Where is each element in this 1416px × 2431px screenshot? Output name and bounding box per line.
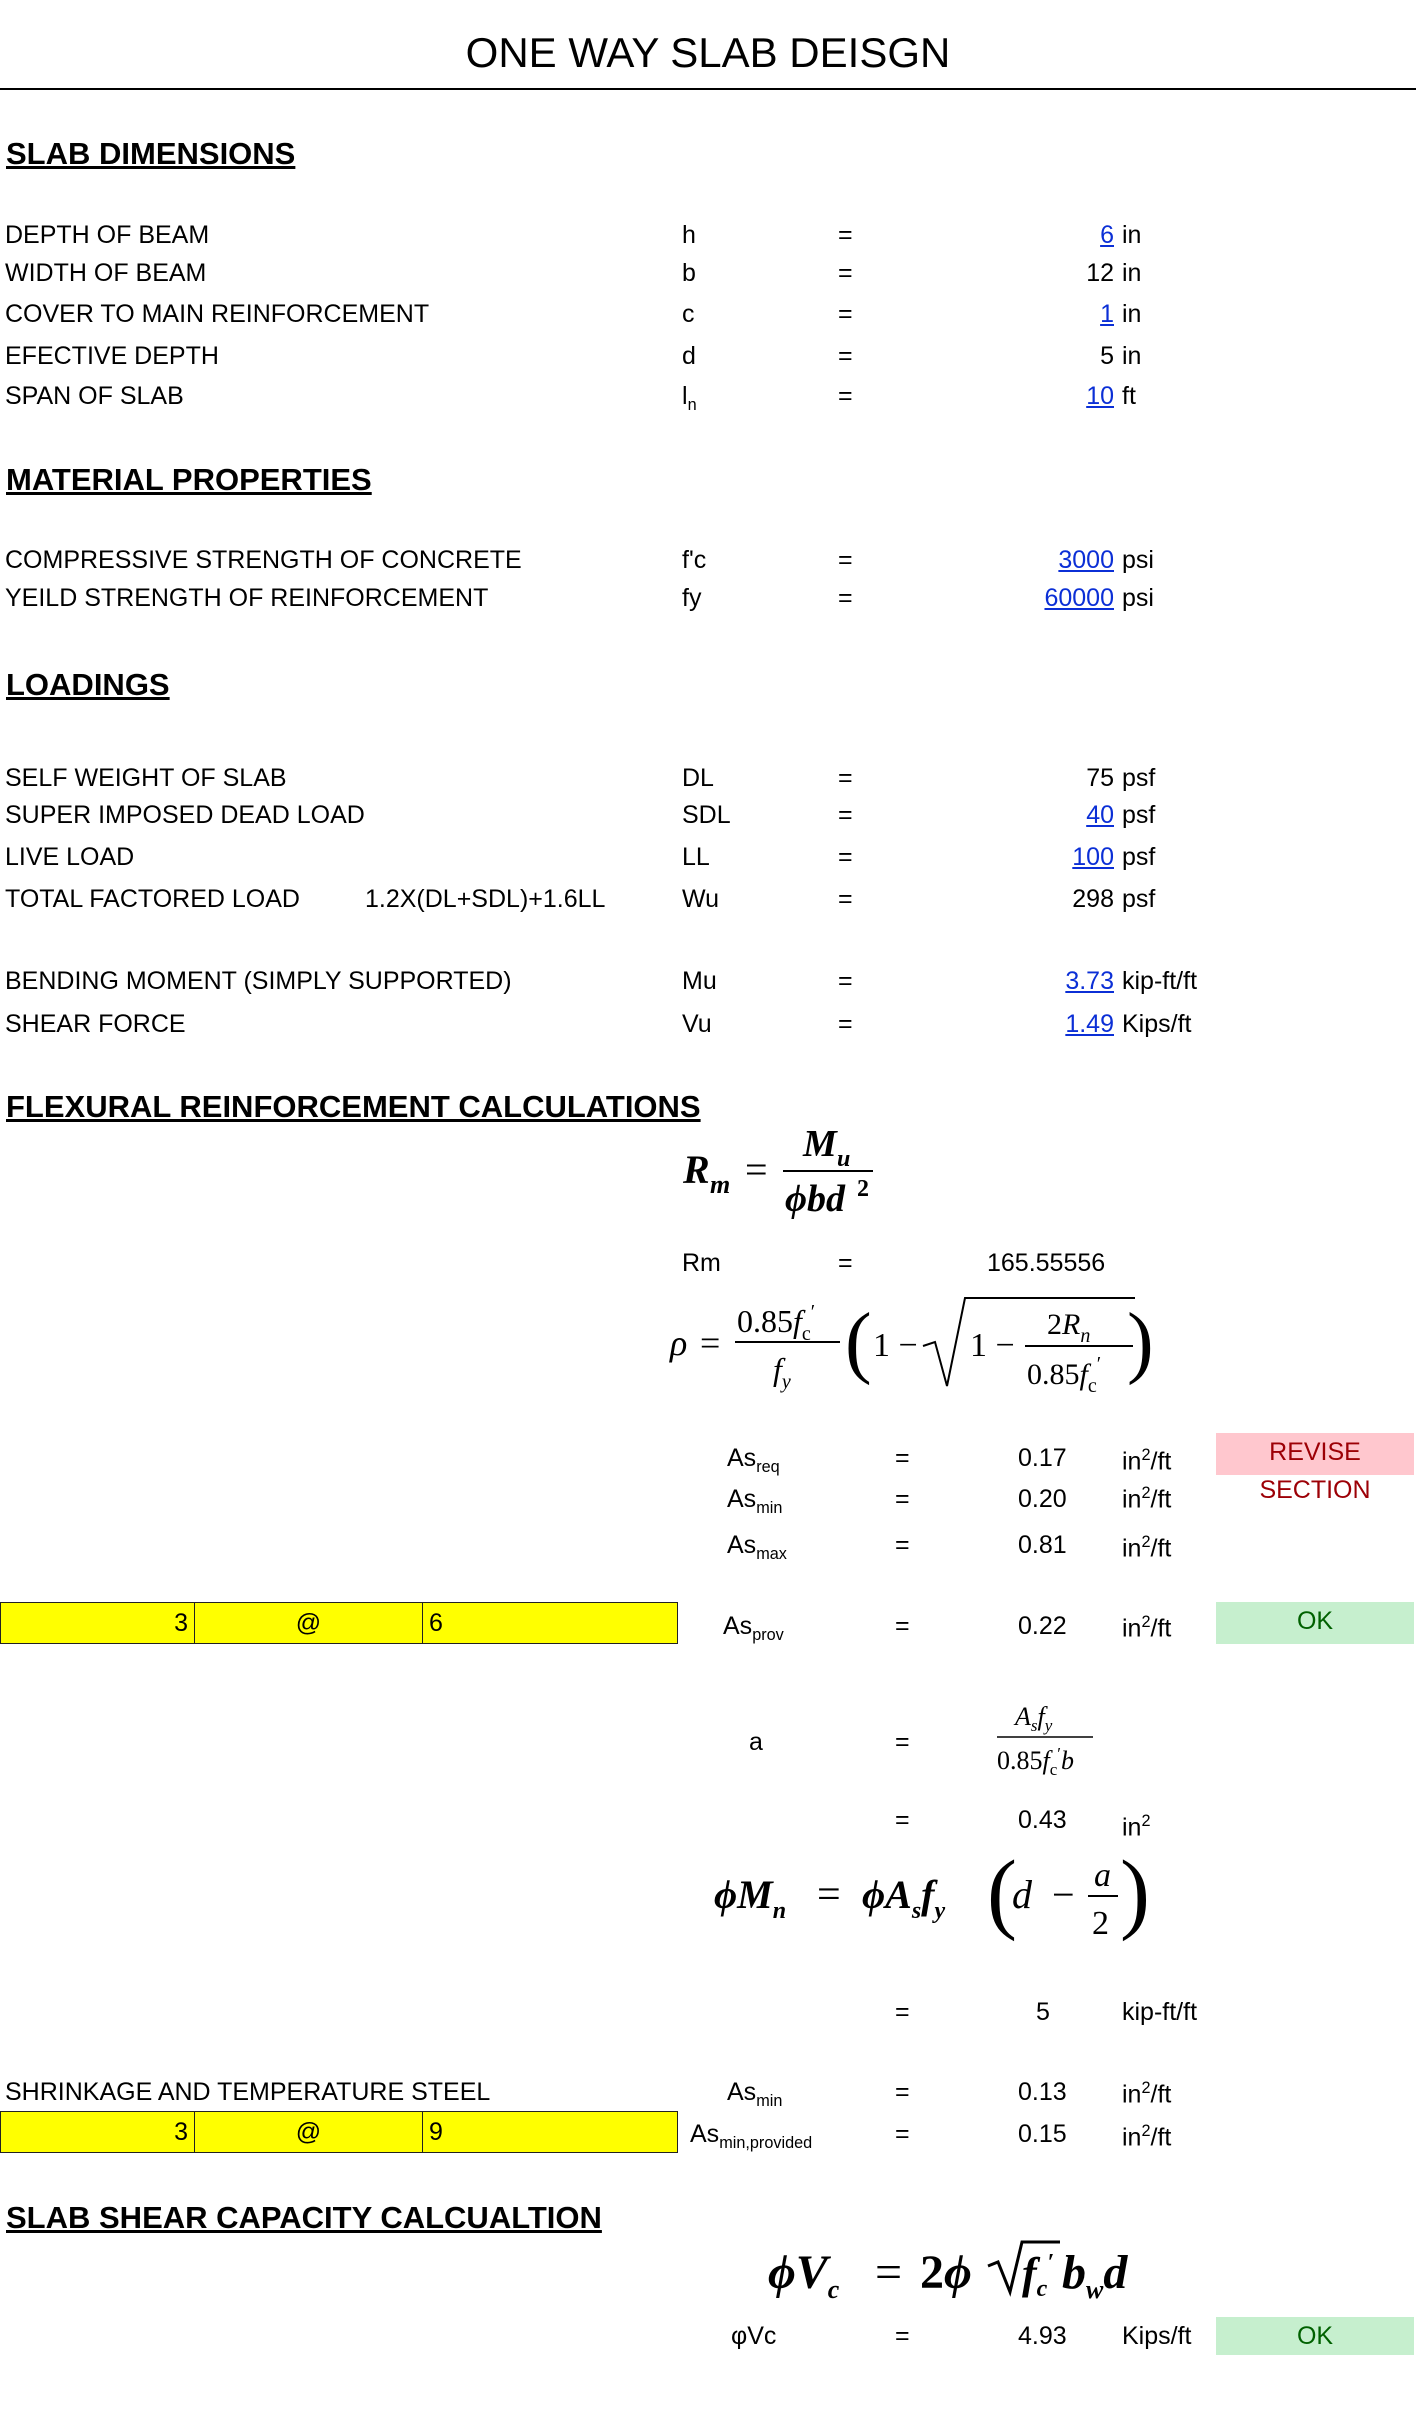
material-label: COMPRESSIVE STRENGTH OF CONCRETE — [5, 546, 522, 574]
force-label: BENDING MOMENT (SIMPLY SUPPORTED) — [5, 967, 512, 995]
dim-label: EFECTIVE DEPTH — [5, 342, 219, 370]
equals-sign: = — [895, 1806, 910, 1834]
phi-mn-value: 5 — [1036, 1998, 1050, 2026]
st-min-label: $As_{min}$ — [727, 2078, 783, 2110]
phi-vc-value: 4.93 — [1018, 2322, 1067, 2350]
svg-text:): ) — [1120, 1843, 1150, 1942]
load-symbol: SDL — [682, 801, 731, 829]
dim-label: SPAN OF SLAB — [5, 382, 184, 410]
as-max-label: $As_{max}$ — [727, 1531, 787, 1563]
material-unit: psi — [1122, 546, 1154, 574]
as-req-label: $As_{req}$ — [727, 1444, 780, 1476]
svg-text:ϕMn: $\phi M_n$ — [714, 1872, 787, 1924]
equals-sign: = — [895, 2322, 910, 2350]
factored-load-value: 298 — [1072, 885, 1114, 913]
rm-label: Rm — [682, 1249, 721, 1277]
svg-text:=: = — [817, 1872, 841, 1918]
equals-sign: = — [895, 2078, 910, 2106]
dim-label: WIDTH OF BEAM — [5, 259, 207, 287]
bar-size-input[interactable]: 3 — [1, 1603, 195, 1643]
svg-text:−: − — [1052, 1872, 1075, 1917]
a-value: 0.43 — [1018, 1806, 1067, 1834]
equals-sign: = — [895, 1531, 910, 1559]
equals-sign: = — [895, 1444, 910, 1472]
shrinkage-label: SHRINKAGE AND TEMPERATURE STEEL — [5, 2078, 491, 2106]
svg-text:=: = — [745, 1147, 768, 1192]
st-prov-label: $As_{min,provided}$ — [690, 2120, 813, 2152]
force-unit: kip-ft/ft — [1122, 967, 1198, 995]
section-loadings: LOADINGS — [6, 667, 170, 702]
sdl-input[interactable]: 40 — [1086, 801, 1114, 829]
page-title: ONE WAY SLAB DEISGN — [465, 29, 951, 76]
as-prov-ok-badge: OK — [1216, 1602, 1414, 1644]
section-shear: SLAB SHEAR CAPACITY CALCUALTION — [6, 2200, 602, 2235]
moment-link[interactable]: 3.73 — [1065, 967, 1114, 995]
equals-sign: = — [838, 259, 853, 287]
dim-unit: in — [1122, 259, 1142, 287]
load-combination-note: 1.2X(DL+SDL)+1.6LL — [365, 885, 606, 913]
a-label: a — [749, 1728, 763, 1756]
force-unit: Kips/ft — [1122, 1010, 1192, 1038]
load-label: TOTAL FACTORED LOAD — [5, 885, 300, 913]
st-prov-unit: $in^2/ft$ — [1122, 2122, 1172, 2152]
svg-text:1 −: 1 − — [873, 1327, 918, 1364]
dim-label: DEPTH OF BEAM — [5, 221, 210, 249]
svg-text:ρ: ρ — [670, 1323, 688, 1363]
svg-text:fc′: fc′ — [1022, 2249, 1055, 2302]
phi-vc-label: φVc — [731, 2322, 777, 2350]
equals-sign: = — [838, 221, 853, 249]
rm-value: 165.55556 — [987, 1249, 1106, 1277]
as-prov-value: 0.22 — [1018, 1612, 1067, 1640]
material-symbol: f'c — [682, 546, 707, 574]
as-max-unit: $in^2/ft$ — [1122, 1533, 1172, 1563]
width-value: 12 — [1086, 259, 1114, 287]
bar-spacing-input[interactable]: 6 — [429, 1609, 443, 1637]
svg-text:m: m — [710, 1170, 731, 1199]
equals-sign: = — [838, 1249, 853, 1277]
svg-text:ϕVc: $\phi V_c$ — [768, 2246, 840, 2304]
dim-symbol: b — [682, 259, 696, 287]
equals-sign: = — [838, 764, 853, 792]
a-unit: $in^2$ — [1122, 1812, 1151, 1842]
load-label: SELF WEIGHT OF SLAB — [5, 764, 287, 792]
dim-symbol: d — [682, 342, 696, 370]
svg-text:0.85fc′: $0.85f_c'$ — [1027, 1353, 1102, 1397]
svg-text:d: d — [1012, 1872, 1032, 1917]
rm-formula — [675, 1118, 915, 1228]
live-load-input[interactable]: 100 — [1072, 843, 1114, 871]
svg-text:1 −: 1 − — [970, 1327, 1015, 1364]
dim-unit: in — [1122, 300, 1142, 328]
shear-link[interactable]: 1.49 — [1065, 1010, 1114, 1038]
equals-sign: = — [895, 1612, 910, 1640]
load-unit: psf — [1122, 764, 1156, 792]
as-min-unit: $in^2/ft$ — [1122, 1484, 1172, 1514]
as-prov-unit: $in^2/ft$ — [1122, 1613, 1172, 1643]
temp-bar-input-row[interactable] — [0, 2111, 678, 2153]
material-label: YEILD STRENGTH OF REINFORCEMENT — [5, 584, 489, 612]
st-min-value: 0.13 — [1018, 2078, 1067, 2106]
temp-bar-spacing-input[interactable]: 9 — [429, 2118, 443, 2146]
svg-text:M: M — [803, 1123, 837, 1165]
svg-text:=: = — [700, 1323, 721, 1363]
equals-sign: = — [838, 584, 853, 612]
equals-sign: = — [895, 1998, 910, 2026]
section-slab-dimensions: SLAB DIMENSIONS — [6, 136, 296, 171]
svg-text:0.85fc′b: $0.85f_c'b$ — [997, 1744, 1074, 1779]
load-symbol: LL — [682, 843, 710, 871]
load-symbol: Wu — [682, 885, 720, 913]
load-unit: psf — [1122, 885, 1156, 913]
svg-text:ϕbd: ϕbd — [785, 1178, 845, 1220]
equals-sign: = — [838, 885, 853, 913]
st-prov-value: 0.15 — [1018, 2120, 1067, 2148]
fc-input[interactable]: 3000 — [1058, 546, 1114, 574]
dim-unit: in — [1122, 342, 1142, 370]
svg-text:0.85fc′: $0.85f_c'$ — [737, 1301, 816, 1345]
dim-symbol: $l_n$ — [682, 382, 697, 414]
effective-depth-value: 5 — [1100, 342, 1114, 370]
equals-sign: = — [895, 1485, 910, 1513]
material-unit: psi — [1122, 584, 1154, 612]
rho-formula — [665, 1290, 1155, 1400]
load-label: LIVE LOAD — [5, 843, 135, 871]
as-min-value: 0.20 — [1018, 1485, 1067, 1513]
svg-text:): ) — [1127, 1298, 1154, 1386]
equals-sign: = — [838, 967, 853, 995]
as-max-value: 0.81 — [1018, 1531, 1067, 1559]
fy-input[interactable]: 60000 — [1044, 584, 1114, 612]
load-unit: psf — [1122, 843, 1156, 871]
self-weight-value: 75 — [1086, 764, 1114, 792]
as-req-unit: $in^2/ft$ — [1122, 1446, 1172, 1476]
svg-text:R: R — [683, 1147, 710, 1192]
main-bar-input-row[interactable] — [0, 1602, 678, 1644]
svg-text:Asfy: $A_sf_y$ — [1015, 1702, 1053, 1735]
st-min-unit: $in^2/ft$ — [1122, 2079, 1172, 2109]
dim-unit: ft — [1122, 382, 1136, 410]
load-symbol: DL — [682, 764, 714, 792]
svg-text:2Rn: $2R_n$ — [1047, 1308, 1091, 1347]
equals-sign: = — [838, 843, 853, 871]
material-symbol: fy — [682, 584, 702, 612]
equals-sign: = — [838, 300, 853, 328]
dim-symbol: c — [682, 300, 695, 328]
phi-vc-unit: Kips/ft — [1122, 2322, 1192, 2350]
as-prov-label: $As_{prov}$ — [723, 1612, 784, 1644]
force-symbol: Mu — [682, 967, 717, 995]
shear-ok-badge: OK — [1216, 2317, 1414, 2355]
a-formula — [993, 1695, 1103, 1785]
title-divider — [0, 88, 1416, 90]
svg-text:a: a — [1094, 1857, 1111, 1894]
force-label: SHEAR FORCE — [5, 1010, 186, 1038]
svg-text:u: u — [837, 1146, 851, 1172]
svg-text:=: = — [875, 2246, 903, 2299]
svg-text:2: 2 — [1092, 1905, 1109, 1942]
depth-input[interactable]: 6 — [1100, 221, 1114, 249]
phi-mn-formula — [712, 1840, 1162, 1950]
svg-text:(: ( — [845, 1298, 872, 1386]
cover-input[interactable]: 1 — [1100, 300, 1114, 328]
equals-sign: = — [895, 2120, 910, 2148]
as-min-label: $As_{min}$ — [727, 1485, 783, 1517]
dim-symbol: h — [682, 221, 696, 249]
equals-sign: = — [838, 342, 853, 370]
phi-mn-unit: kip-ft/ft — [1122, 1998, 1198, 2026]
equals-sign: = — [838, 382, 853, 410]
section-material-properties: MATERIAL PROPERTIES — [6, 462, 372, 497]
section-flexural: FLEXURAL REINFORCEMENT CALCULATIONS — [6, 1089, 701, 1124]
equals-sign: = — [838, 1010, 853, 1038]
svg-text:(: ( — [987, 1843, 1017, 1942]
span-input[interactable]: 10 — [1086, 382, 1114, 410]
load-unit: psf — [1122, 801, 1156, 829]
svg-text:2ϕ: 2ϕ — [920, 2246, 972, 2299]
svg-text:fy: $f_y$ — [773, 1351, 791, 1393]
revise-section-badge: REVISE SECTION — [1216, 1433, 1414, 1475]
load-label: SUPER IMPOSED DEAD LOAD — [5, 801, 365, 829]
svg-text:bwd: $b_wd$ — [1062, 2246, 1128, 2304]
dim-unit: in — [1122, 221, 1142, 249]
equals-sign: = — [838, 801, 853, 829]
equals-sign: = — [895, 1728, 910, 1756]
svg-text:2: 2 — [857, 1176, 869, 1202]
temp-bar-size-input[interactable]: 3 — [1, 2112, 195, 2152]
phi-vc-formula — [760, 2222, 1180, 2312]
as-req-value: 0.17 — [1018, 1444, 1067, 1472]
svg-text:ϕAsfy: $\phi A_sf_y$ — [862, 1872, 946, 1924]
at-symbol: @ — [195, 1603, 423, 1643]
force-symbol: Vu — [682, 1010, 712, 1038]
dim-label: COVER TO MAIN REINFORCEMENT — [5, 300, 430, 328]
equals-sign: = — [838, 546, 853, 574]
at-symbol: @ — [195, 2112, 423, 2152]
